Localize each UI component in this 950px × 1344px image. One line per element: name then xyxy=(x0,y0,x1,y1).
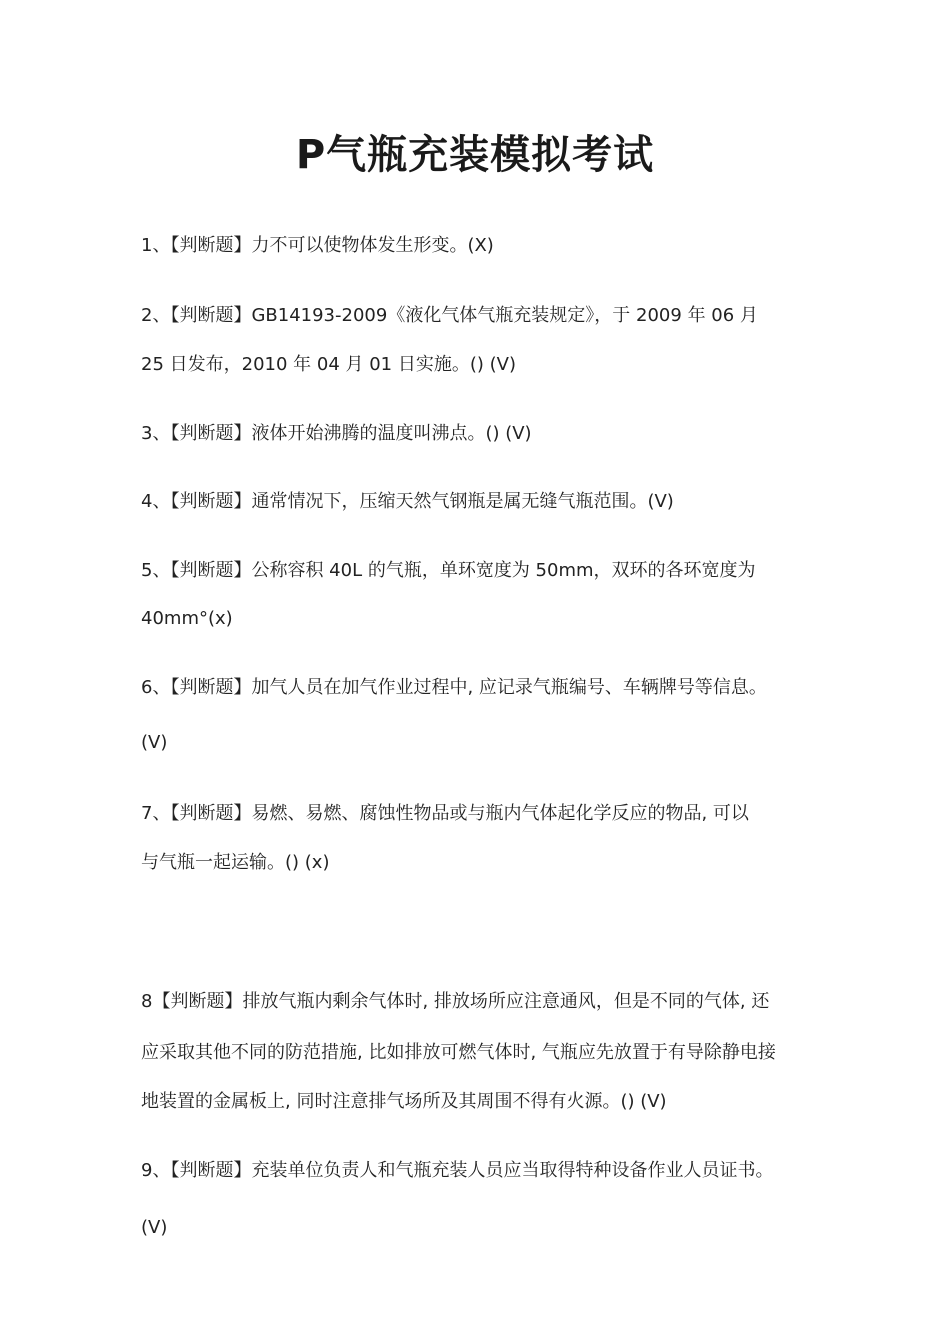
question-8-line-2: 应采取其他不同的防范措施, 比如排放可燃气体时, 气瓶应先放置于有导除静电接 xyxy=(141,1042,776,1063)
question-5-line-1: 5、【判断题】公称容积 40L 的气瓶，单环宽度为 50mm，双环的各环宽度为 xyxy=(141,560,756,581)
question-9-line-1: 9、【判断题】充装单位负责人和气瓶充装人员应当取得特种设备作业人员证书。 xyxy=(141,1160,774,1181)
question-2-line-1: 2、【判断题】GB14193-2009《液化气体气瓶充装规定》，于 2009 年 06 月 xyxy=(141,305,758,326)
question-9-line-2: (V) xyxy=(141,1217,168,1238)
question-3-line-1: 3、【判断题】液体开始沸腾的温度叫沸点。() (V) xyxy=(141,423,532,444)
question-4-line-1: 4、【判断题】通常情况下，压缩天然气钢瓶是属无缝气瓶范围。(V) xyxy=(141,491,674,512)
question-8-line-1: 8【判断题】排放气瓶内剩余气体时, 排放场所应注意通风，但是不同的气体, 还 xyxy=(141,991,770,1012)
page-title: P气瓶充装模拟考试 xyxy=(295,132,655,178)
question-8-line-3: 地装置的金属板上, 同时注意排气场所及其周围不得有火源。() (V) xyxy=(141,1091,667,1112)
question-2-line-2: 25 日发布，2010 年 04 月 01 日实施。() (V) xyxy=(141,354,516,375)
question-1-line-1: 1、【判断题】力不可以使物体发生形变。(X) xyxy=(141,235,494,256)
question-5-line-2: 40mm°(x) xyxy=(141,608,233,629)
question-7-line-1: 7、【判断题】易燃、易燃、腐蚀性物品或与瓶内气体起化学反应的物品, 可以 xyxy=(141,803,749,824)
question-7-line-2: 与气瓶一起运输。() (x) xyxy=(141,852,330,873)
question-6-line-1: 6、【判断题】加气人员在加气作业过程中, 应记录气瓶编号、车辆牌号等信息。 xyxy=(141,677,767,698)
question-6-line-2: (V) xyxy=(141,732,168,753)
